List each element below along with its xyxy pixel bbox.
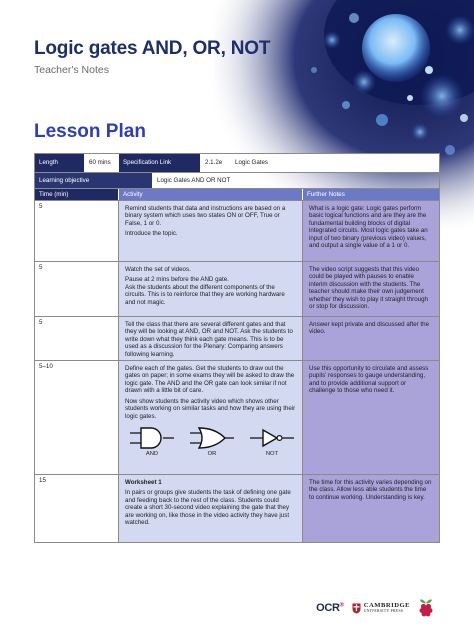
- not-gate: [249, 426, 295, 458]
- time-column-header: Time (min): [35, 189, 119, 200]
- logic-gate-diagrams: [129, 426, 296, 458]
- footer-logos: [316, 598, 434, 618]
- activity-text: Tell the class that there are several different gates and that they will be looking at AND, OR and NOT. Ask the students to write down what they think each gate means. This is to be used as a discussion for the Plenary: Comparing answers following learning.: [125, 321, 293, 358]
- cambridge-name: CAMBRIDGE: [363, 601, 410, 609]
- activity-text: Define each of the gates. Get the students to draw out the gates on paper; in some exams they will be asked to draw the logic gate. The AND and the OR gate can look similar if not drawn with a little bit of care.: [125, 365, 295, 395]
- row-notes: The video script suggests that this video could be played with pauses to enable interim discussion with the students. The teacher should make their own judgement whether they wish to play it straight through or stop for discussion.: [303, 262, 439, 316]
- table-row: [35, 475, 439, 542]
- activity-text: Remind students that data and instructions are based on a binary system which uses two states ON or OFF, True or False, 1 or 0.: [125, 205, 286, 227]
- length-value: 60 mins: [85, 154, 119, 172]
- not-gate-icon: [249, 426, 295, 450]
- gate-label: AND: [145, 451, 159, 458]
- table-row: [35, 317, 439, 361]
- document-subtitle: Teacher's Notes: [34, 64, 109, 76]
- objective-row: [35, 173, 439, 189]
- row-activity: [119, 361, 303, 474]
- and-gate: [129, 426, 175, 458]
- row-time: 5: [35, 317, 119, 360]
- document-title: Logic gates AND, OR, NOT: [34, 38, 271, 59]
- ocr-logo: [316, 602, 344, 614]
- row-notes: Use this opportunity to circulate and assess pupils’ responses to gauge understanding, and to provide additional support or challenge to those who need it.: [303, 361, 439, 474]
- activity-text: In pairs or groups give students the task of defining one gate and feeding back to the rest of the class. Students could create a short 30-second video explaining the gate that they are working on, like those in the video activity they have just watched.: [125, 489, 291, 527]
- objective-value: Logic Gates AND OR NOT: [157, 176, 231, 184]
- activity-column-header: Activity: [119, 189, 303, 200]
- gate-label: OR: [207, 451, 217, 458]
- lesson-plan-table: [34, 153, 440, 543]
- notes-column-header: Further Notes: [303, 189, 439, 200]
- objective-label: Learning objective: [35, 173, 153, 188]
- worksheet-title: Worksheet 1: [125, 479, 162, 486]
- cambridge-shield-icon: [352, 603, 361, 614]
- row-notes: What is a logic gate: Logic gates perform basic logical functions and are they are the fundamental building blocks of digital integrated circuits. Most logic gates take an input of two binary (previous video) values, and output a single value of a 1 or 0.: [303, 201, 439, 261]
- spec-topic: Logic Gates: [231, 154, 439, 172]
- spec-label: Specification Link: [119, 154, 201, 172]
- row-time: 5: [35, 201, 119, 261]
- row-time: 5: [35, 262, 119, 316]
- plan-meta-row: [35, 154, 439, 173]
- length-label: Length: [35, 154, 85, 172]
- spec-code: 2.1.2e: [201, 154, 231, 172]
- row-activity: [119, 317, 303, 360]
- and-gate-icon: [129, 426, 175, 450]
- column-header-row: [35, 189, 439, 201]
- table-row: [35, 262, 439, 317]
- or-gate-icon: [189, 426, 235, 450]
- activity-text: Now show students the activity video which shows other students working on similar tasks and how they are using their logic gates.: [125, 397, 296, 420]
- row-activity: [119, 201, 303, 261]
- activity-text: Watch the set of videos.: [125, 266, 191, 273]
- row-time: 5–10: [35, 361, 119, 474]
- section-title: Lesson Plan: [34, 121, 146, 142]
- row-notes: Answer kept private and discussed after the video.: [303, 317, 439, 360]
- row-notes: The time for this activity varies depending on the class. Allow less able students the time to continue working. Understanding is key.: [303, 475, 439, 542]
- or-gate: [189, 426, 235, 458]
- gate-label: NOT: [265, 451, 279, 458]
- activity-text: Pause at 2 mins before the AND gate. Ask the students about the different components of the circuits. This is to reinforce that they are working hardware and not magic.: [125, 276, 285, 306]
- cambridge-sub: UNIVERSITY PRESS: [363, 609, 404, 614]
- cambridge-logo: [352, 603, 410, 614]
- ocr-registered-mark: ®: [339, 602, 344, 609]
- table-row: [35, 201, 439, 262]
- row-time: 15: [35, 475, 119, 542]
- table-row: [35, 361, 439, 475]
- ocr-logo-text: OCR: [316, 602, 340, 614]
- raspberry-pi-icon: [418, 598, 434, 618]
- activity-text: Introduce the topic.: [125, 230, 178, 238]
- row-activity: [119, 262, 303, 316]
- row-activity: [119, 475, 303, 542]
